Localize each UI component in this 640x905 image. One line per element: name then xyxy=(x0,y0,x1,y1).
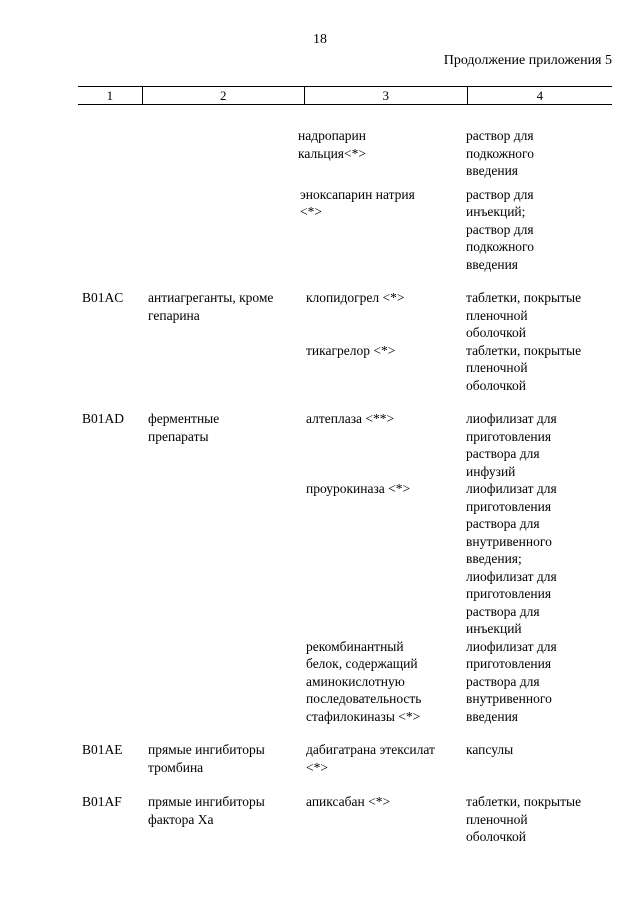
drug-name xyxy=(306,342,466,395)
group-line: тромбина xyxy=(148,759,204,775)
pharmacological-group xyxy=(148,289,306,324)
atc-code: B01AC xyxy=(82,290,124,305)
dosage-form-line: раствор для xyxy=(466,221,534,237)
group-line: гепарина xyxy=(148,307,200,323)
table-row xyxy=(82,741,612,776)
dosage-form-line: внутривенного xyxy=(466,691,552,706)
drug-list xyxy=(298,127,612,273)
dosage-form-line: оболочкой xyxy=(466,377,526,393)
drug-name-line: проурокиназа <*> xyxy=(306,481,411,496)
group-line: прямые ингибиторы xyxy=(148,742,265,757)
group-line: фактора Xa xyxy=(148,811,214,827)
group-line: ферментные xyxy=(148,411,220,426)
drug-list xyxy=(306,793,612,846)
table-row xyxy=(82,410,612,725)
table-row xyxy=(82,127,612,273)
dosage-form xyxy=(466,638,612,726)
atc-code: B01AF xyxy=(82,794,122,809)
dosage-form-line: лиофилизат для xyxy=(466,568,557,584)
drug-name-line: клопидогрел <*> xyxy=(306,290,405,305)
drug-name-line: алтеплаза <**> xyxy=(306,411,395,426)
dosage-form-line: введения xyxy=(466,163,519,178)
drug-name-line: последовательность xyxy=(306,691,422,706)
dosage-form-line: раствора для xyxy=(466,516,540,531)
table-header xyxy=(78,86,612,105)
drug-list xyxy=(306,741,612,776)
dosage-form xyxy=(466,342,612,395)
dosage-form-line: инфузий xyxy=(466,463,516,479)
column-header-4: 4 xyxy=(467,87,612,104)
drug-entry xyxy=(300,186,612,274)
drug-entry xyxy=(298,127,612,180)
drug-name-line: <*> xyxy=(306,759,328,775)
drug-name xyxy=(306,638,466,726)
drug-name xyxy=(306,741,466,776)
dosage-form xyxy=(466,127,612,180)
table-body xyxy=(82,127,612,846)
drug-name-line: тикагрелор <*> xyxy=(306,342,396,358)
drug-name-line: дабигатрана этексилат xyxy=(306,742,435,757)
dosage-form xyxy=(466,289,612,342)
drug-name-line: кальция<*> xyxy=(298,145,366,161)
table-row xyxy=(82,793,612,846)
drug-name-line: белок, содержащий xyxy=(306,656,418,671)
dosage-form-line: раствор для xyxy=(466,186,534,202)
dosage-form-line: лиофилизат для xyxy=(466,638,557,654)
drug-list xyxy=(306,410,612,725)
dosage-form-line: раствора для xyxy=(466,673,540,689)
atc-code: B01AE xyxy=(82,742,123,757)
pharmacological-group xyxy=(148,410,306,445)
dosage-form-line: оболочкой xyxy=(466,829,526,844)
table-row xyxy=(82,289,612,394)
drug-name xyxy=(306,480,466,638)
dosage-form-line: введения xyxy=(466,708,519,724)
dosage-form-line: подкожного xyxy=(466,145,534,161)
dosage-form-line: приготовления xyxy=(466,498,552,514)
drug-name-line: апиксабан <*> xyxy=(306,794,391,809)
pharmacological-group xyxy=(148,793,306,828)
dosage-form-line: инъекций; xyxy=(466,204,526,219)
dosage-form-line: внутривенного xyxy=(466,533,552,549)
dosage-form-line: приготовления xyxy=(466,656,552,671)
dosage-form-line: оболочкой xyxy=(466,325,526,340)
drug-entry xyxy=(306,793,612,846)
dosage-form xyxy=(466,480,612,638)
dosage-form-line: раствор для xyxy=(466,128,534,143)
dosage-form-line: таблетки, покрытые xyxy=(466,794,582,809)
dosage-form-line: приготовления xyxy=(466,428,552,444)
group-line: прямые ингибиторы xyxy=(148,794,265,809)
dosage-form-line: капсулы xyxy=(466,742,514,757)
drug-list xyxy=(306,289,612,394)
drug-name-line: надропарин xyxy=(298,128,367,143)
dosage-form-line: таблетки, покрытые xyxy=(466,290,582,305)
drug-name-line: эноксапарин натрия xyxy=(300,186,415,202)
dosage-form-line: раствора для xyxy=(466,446,540,461)
dosage-form-line: введения xyxy=(466,256,519,272)
dosage-form xyxy=(466,793,612,846)
drug-name-line: рекомбинантный xyxy=(306,638,404,654)
drug-name xyxy=(306,410,466,480)
drug-entry xyxy=(306,741,612,776)
drug-name xyxy=(298,127,466,180)
dosage-form-line: лиофилизат для xyxy=(466,481,557,496)
continuation-label: Продолжение приложения 5 xyxy=(443,53,612,68)
drug-entry xyxy=(306,289,612,342)
drug-name xyxy=(306,793,466,846)
dosage-form xyxy=(466,410,612,480)
dosage-form-line: инъекций xyxy=(466,621,522,636)
dosage-form xyxy=(466,186,612,274)
pharmacological-group xyxy=(148,741,306,776)
dosage-form-line: пленочной xyxy=(466,811,528,827)
drug-entry xyxy=(306,480,612,638)
dosage-form-line: приготовления xyxy=(466,586,552,601)
dosage-form-line: раствора для xyxy=(466,603,540,619)
drug-name xyxy=(306,289,466,342)
page-number: 18 xyxy=(313,32,327,47)
drug-entry xyxy=(306,410,612,480)
drug-name-line: стафилокиназы <*> xyxy=(306,708,421,724)
drug-name xyxy=(300,186,466,274)
drug-entry xyxy=(306,342,612,395)
group-line: препараты xyxy=(148,428,209,444)
column-header-2: 2 xyxy=(142,87,304,104)
drug-entry xyxy=(306,638,612,726)
group-line: антиагреганты, кроме xyxy=(148,290,274,305)
column-header-3: 3 xyxy=(304,87,467,104)
dosage-form xyxy=(466,741,612,776)
drug-name-line: <*> xyxy=(300,204,322,219)
dosage-form-line: введения; xyxy=(466,551,522,566)
column-header-1: 1 xyxy=(106,87,114,103)
atc-code: B01AD xyxy=(82,411,125,426)
dosage-form-line: пленочной xyxy=(466,360,528,375)
dosage-form-line: пленочной xyxy=(466,307,528,323)
dosage-form-line: подкожного xyxy=(466,239,534,254)
dosage-form-line: таблетки, покрытые xyxy=(466,342,582,358)
dosage-form-line: лиофилизат для xyxy=(466,411,557,426)
drug-name-line: аминокислотную xyxy=(306,673,405,689)
